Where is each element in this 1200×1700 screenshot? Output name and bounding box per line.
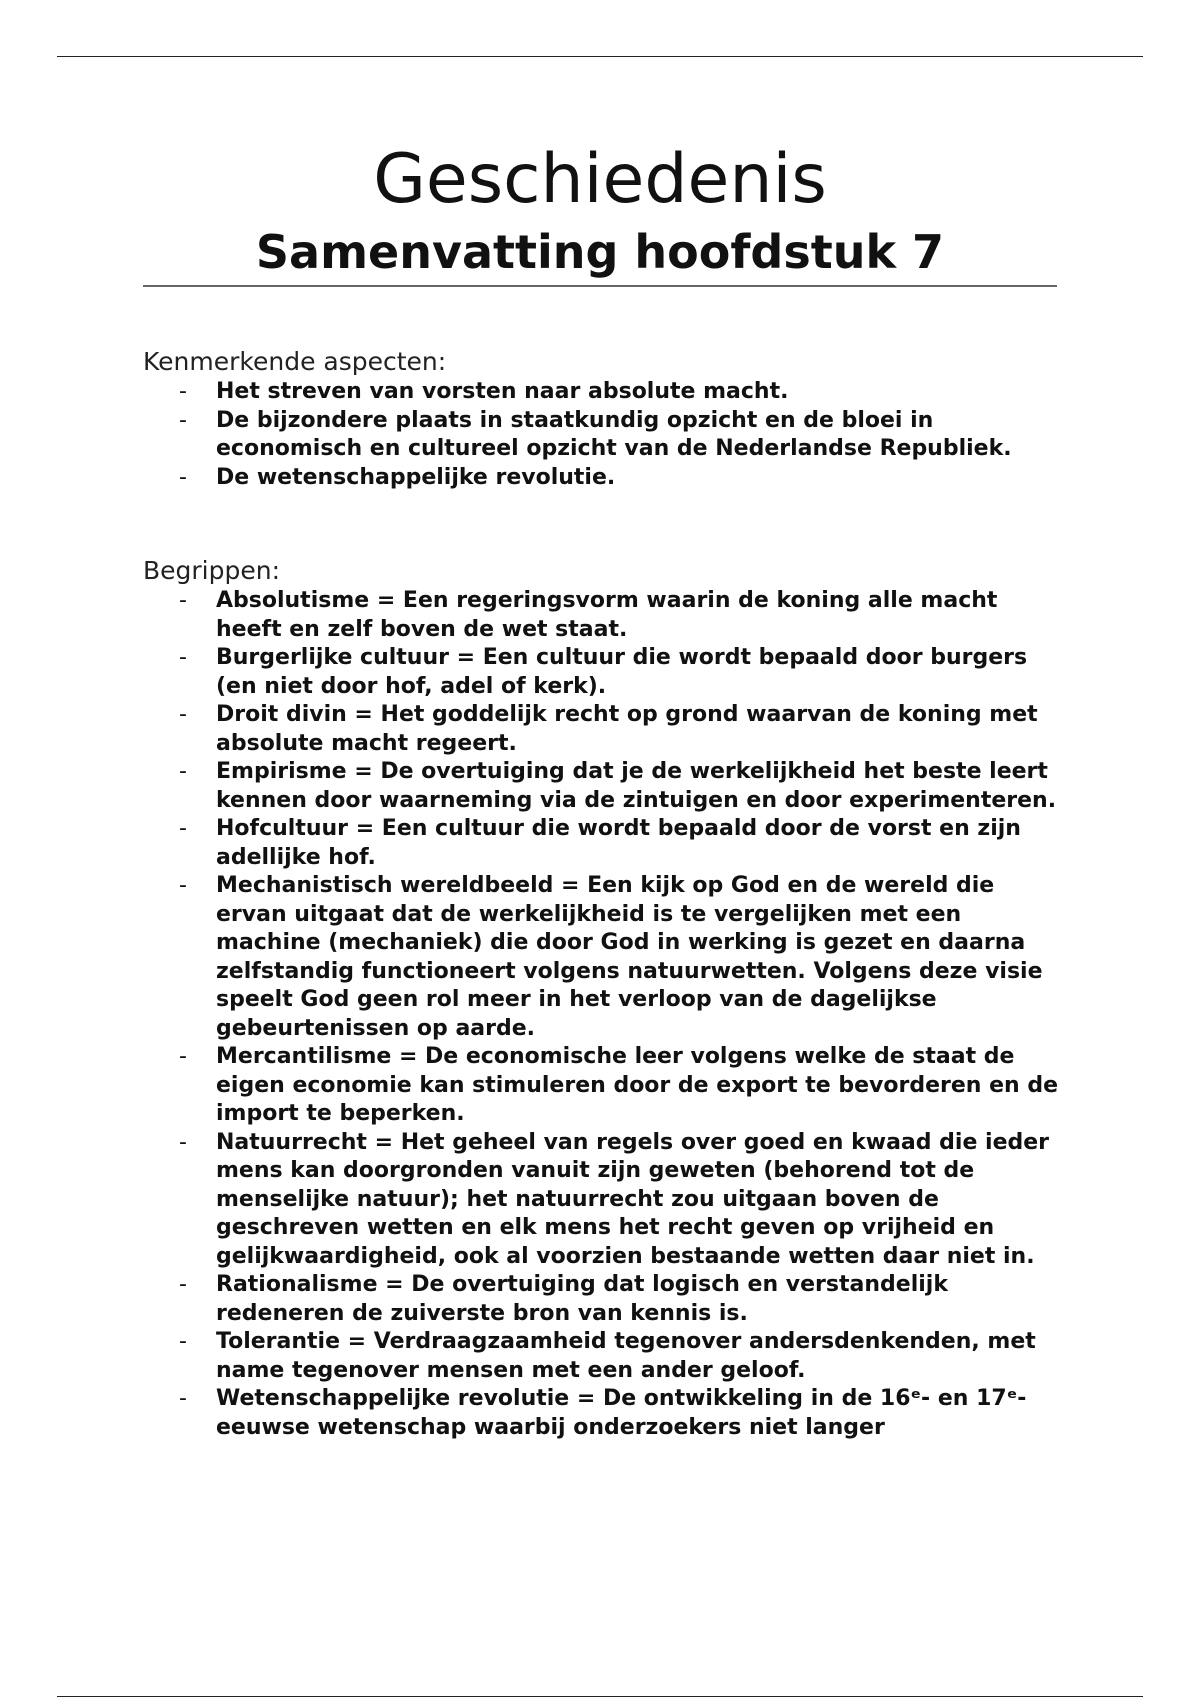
aspects-list [143, 378, 1063, 492]
page-bottom-rule [57, 1696, 1143, 1697]
list-item-text: Mercantilisme = De economische leer volgens welke de staat de eigen economie kan stimuleren door de export te bevorderen en de import te beperken. [216, 1044, 1058, 1126]
document-subtitle: Samenvatting hoofdstuk 7 [255, 225, 945, 279]
list-item-text: Mechanistisch wereldbeeld = Een kijk op God en de wereld die ervan uitgaat dat de werkelijkheid is te vergelijken met een machine (mechaniek) die door God in werking is gezet en daarna zelfstandig functioneert volgens natuurwetten. Volgens deze visie speelt God geen rol meer in het verloop van de dagelijkse gebeurtenissen op aarde. [216, 873, 1043, 1041]
list-item-text: Tolerantie = Verdraagzaamheid tegenover andersdenkenden, met name tegenover mensen met een ander geloof. [216, 1329, 1036, 1383]
dash-bullet: - [179, 702, 187, 727]
dash-bullet: - [179, 873, 187, 898]
list-item-text: Empirisme = De overtuiging dat je de werkelijkheid het beste leert kennen door waarneming via de zintuigen en door experimenteren. [216, 759, 1057, 813]
section-kenmerkende-aspecten [143, 346, 1063, 492]
dash-bullet: - [179, 1386, 187, 1411]
dash-bullet: - [179, 588, 187, 613]
document-title: Geschiedenis [373, 140, 827, 219]
list-item [143, 464, 1063, 493]
list-item [143, 407, 1063, 464]
list-item-text: Hofcultuur = Een cultuur die wordt bepaald door de vorst en zijn adellijke hof. [216, 816, 1021, 870]
title-underline [143, 285, 1057, 287]
dash-bullet: - [179, 1272, 187, 1297]
terms-list [143, 587, 1063, 1442]
dash-bullet: - [179, 759, 187, 784]
dash-bullet: - [179, 1044, 187, 1069]
list-item-text: Wetenschappelijke revolutie = De ontwikkeling in de 16ᵉ- en 17ᵉ-eeuwse wetenschap waarbij onderzoekers niet langer [216, 1386, 1027, 1440]
list-item [143, 1328, 1063, 1385]
list-item [143, 1129, 1063, 1272]
dash-bullet: - [179, 379, 187, 404]
section-heading: Kenmerkende aspecten: [143, 347, 447, 376]
list-item [143, 815, 1063, 872]
list-item [143, 1271, 1063, 1328]
list-item [143, 701, 1063, 758]
list-item-text: Natuurrecht = Het geheel van regels over goed en kwaad die ieder mens kan doorgronden vanuit zijn geweten (behorend tot de menselijke natuur); het natuurrecht zou uitgaan boven de geschreven wetten en elk mens het recht geven op vrijheid en gelijkwaardigheid, ook al voorzien bestaande wetten daar niet in. [216, 1129, 1050, 1269]
list-item-text: Rationalisme = De overtuiging dat logisch en verstandelijk redeneren de zuiverste bron van kennis is. [216, 1272, 948, 1326]
list-item-text: Het streven van vorsten naar absolute macht. [216, 379, 789, 404]
dash-bullet: - [179, 1329, 187, 1354]
list-item-text: De bijzondere plaats in staatkundig opzicht en de bloei in economisch en cultureel opzicht van de Nederlandse Republiek. [216, 407, 1012, 461]
list-item [143, 587, 1063, 644]
section-heading: Begrippen: [143, 556, 281, 585]
list-item-text: Burgerlijke cultuur = Een cultuur die wordt bepaald door burgers (en niet door hof, adel of kerk). [216, 645, 1028, 699]
list-item [143, 872, 1063, 1043]
list-item [143, 378, 1063, 407]
list-item-text: Droit divin = Het goddelijk recht op grond waarvan de koning met absolute macht regeert. [216, 702, 1038, 756]
list-item [143, 1043, 1063, 1129]
list-item [143, 644, 1063, 701]
page-top-rule [57, 56, 1143, 57]
dash-bullet: - [179, 816, 187, 841]
dash-bullet: - [179, 645, 187, 670]
dash-bullet: - [179, 464, 187, 490]
list-item-text: Absolutisme = Een regeringsvorm waarin de koning alle macht heeft en zelf boven de wet staat. [216, 588, 998, 642]
dash-bullet: - [179, 1129, 187, 1155]
section-begrippen [143, 555, 1063, 1442]
dash-bullet: - [179, 407, 187, 433]
list-item [143, 1385, 1063, 1442]
list-item-text: De wetenschappelijke revolutie. [216, 464, 616, 490]
list-item [143, 758, 1063, 815]
